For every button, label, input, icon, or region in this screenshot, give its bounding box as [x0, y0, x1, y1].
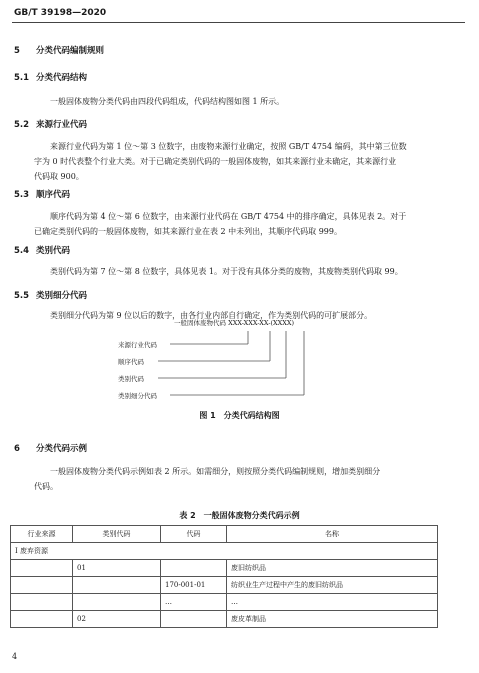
waste-code-table [10, 525, 438, 628]
section-title: 来源行业代码 [36, 120, 88, 130]
cell-category [73, 594, 161, 611]
header-rule [12, 22, 465, 23]
cell-name: 废皮革制品 [227, 611, 438, 628]
section-number: 5.1 [14, 73, 30, 83]
paragraph-5-4 [34, 264, 438, 279]
section-6-heading [14, 442, 87, 454]
paragraph-5-2 [34, 139, 438, 184]
section-number: 5.3 [14, 190, 30, 200]
text-line: 代码取 900。 [34, 172, 84, 181]
table-row [11, 577, 438, 594]
cell-industry [11, 560, 73, 577]
header-code: 代码 [161, 526, 227, 543]
text-line: 已确定类别代码的一般固体废物，如其来源行业在表 2 中未列出，其顺序代码取 999。 [34, 227, 342, 236]
header-name: 名称 [227, 526, 438, 543]
section-title: 顺序代码 [36, 190, 71, 200]
header-industry-source: 行业来源 [11, 526, 73, 543]
cell-category [73, 577, 161, 594]
section-number: 6 [14, 444, 20, 454]
section-5-1-heading [14, 71, 87, 83]
group-label: Ⅰ 废弃资源 [11, 543, 438, 560]
text-line: 来源行业代码为第 1 位～第 3 位数字，由废物来源行业确定，按照 GB/T 4754 编码，其中第三位数 [50, 142, 407, 151]
figure-caption: 图 1 分类代码结构图 [199, 411, 280, 420]
section-title: 类别细分代码 [36, 291, 88, 301]
figure-label-category: 类别代码 [118, 375, 144, 383]
paragraph-5-1 [34, 94, 438, 109]
cell-code: … [161, 594, 227, 611]
table-caption: 表 2 一般固体废物分类代码示例 [179, 511, 300, 520]
table-header-row [11, 526, 438, 543]
text-line: 字为 0 时代表整个行业大类。对于已确定类别代码的一般固体废物，如其来源行业未确定，其来源行业 [34, 157, 397, 166]
cell-code [161, 611, 227, 628]
section-number: 5.5 [14, 291, 30, 301]
section-5-heading [14, 44, 104, 56]
section-number: 5 [14, 46, 20, 56]
table-row [11, 611, 438, 628]
section-5-2-heading [14, 118, 87, 130]
figure-code-template: 一般固体废物代码 XXX-XXX-XX-(XXXX) [174, 319, 295, 327]
table-row [11, 560, 438, 577]
text-line: 一般固体废物分类代码由四段代码组成，代码结构图如图 1 所示。 [50, 97, 285, 106]
table-group-row [11, 543, 438, 560]
cell-category: 02 [73, 611, 161, 628]
figure-label-sequence: 顺序代码 [118, 358, 144, 366]
cell-name: 废旧纺织品 [227, 560, 438, 577]
section-title: 分类代码编制规则 [36, 46, 105, 56]
text-line: 一般固体废物分类代码示例如表 2 所示。如需细分，则按照分类代码编制规则，增加类别细分 [50, 467, 381, 476]
text-line: 代码。 [34, 482, 58, 491]
header-category-code: 类别代码 [73, 526, 161, 543]
text-line: 顺序代码为第 4 位～第 6 位数字，由来源行业代码在 GB/T 4754 中的排序确定，具体见表 2。对于 [50, 212, 407, 221]
paragraph-6 [34, 464, 438, 494]
text-line: 类别细分代码为第 9 位以后的数字，由各行业内部自行确定，作为类别代码的可扩展部分。 [50, 311, 373, 320]
cell-industry [11, 577, 73, 594]
paragraph-5-3 [34, 209, 438, 239]
section-number: 5.4 [14, 246, 30, 256]
section-5-5-heading [14, 289, 87, 301]
section-title: 分类代码结构 [36, 73, 88, 83]
cell-industry [11, 594, 73, 611]
table-row [11, 594, 438, 611]
section-title: 类别代码 [36, 246, 71, 256]
cell-code [161, 560, 227, 577]
cell-industry [11, 611, 73, 628]
figure-label-subcategory: 类别细分代码 [118, 392, 157, 400]
text-line: 类别代码为第 7 位～第 8 位数字，具体见表 1。对于没有具体分类的废物，其废物类别代码取 99。 [50, 267, 403, 276]
standard-code: GB/T 39198—2020 [14, 8, 107, 18]
page-number: 4 [12, 652, 18, 661]
cell-category: 01 [73, 560, 161, 577]
section-5-3-heading [14, 188, 70, 200]
cell-name: … [227, 594, 438, 611]
code-structure-figure [118, 318, 318, 408]
section-5-4-heading [14, 244, 70, 256]
cell-name: 纺织业生产过程中产生的废旧纺织品 [227, 577, 438, 594]
figure-label-source-industry: 来源行业代码 [118, 341, 157, 349]
section-number: 5.2 [14, 120, 30, 130]
cell-code: 170-001-01 [161, 577, 227, 594]
section-title: 分类代码示例 [36, 444, 88, 454]
